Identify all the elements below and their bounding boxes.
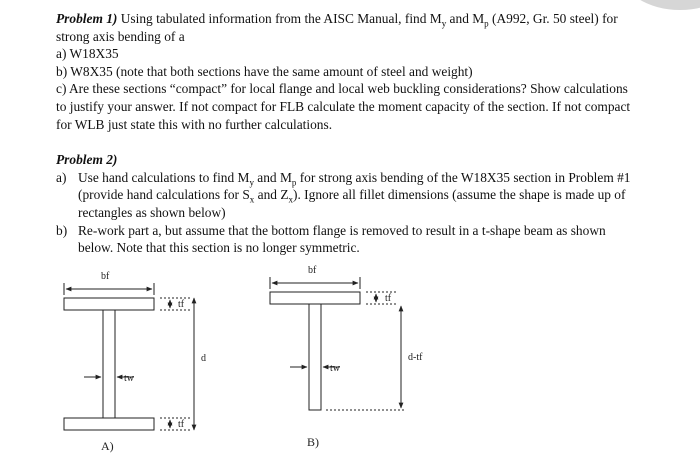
figure-a-d-label: d (201, 353, 206, 364)
figure-b-flange (270, 292, 360, 304)
problem1-item-a: a) W18X35 (56, 46, 119, 62)
sub-x: x (249, 195, 255, 206)
problem1-intro (56, 10, 641, 45)
sub-p: p (484, 18, 489, 29)
problem2-item-b (56, 222, 641, 257)
sub-p: p (291, 177, 297, 188)
problem2-heading: Problem 2) (56, 152, 118, 168)
figure-b-dtf-label: d-tf (408, 352, 423, 363)
problem1-intro-text: Using tabulated information from the AISC Manual, find M (120, 11, 442, 26)
figure-b-tf-label: tf (385, 293, 392, 304)
problem2-item-a (56, 169, 641, 222)
figure-a-i-section (64, 283, 194, 430)
problem1-item-c: c) Are these sections “compact” for local flange and local web buckling considerations? Show calculations to justify your answer. If not compact for FLB calculate the moment capacity of the section. If not compact for WLB just state this with no further calculations. (56, 81, 631, 132)
figure-a-tf-top-label: tf (178, 299, 185, 310)
figure-a-tw-label: tw (124, 373, 134, 384)
problem1-item-b: b) W8X35 (note that both sections have the same amount of steel and weight) (56, 63, 473, 79)
problem2-a-mid3: and Z (254, 187, 289, 203)
sub-y: y (249, 177, 254, 188)
problem2-a-text: Use hand calculations to find M (78, 169, 250, 185)
sub-y: y (441, 18, 447, 29)
figure-b-web (309, 304, 321, 410)
sub-x: x (288, 195, 294, 206)
figure-b-bf-label: bf (308, 265, 317, 276)
page-corner-shadow (620, 0, 700, 10)
figure-a-bottom-flange (64, 418, 154, 430)
figure-b-caption: B) (307, 435, 319, 449)
problem2-item-b-label: b) (56, 222, 68, 238)
figure-a-web (103, 310, 115, 418)
problem2-item-a-label: a) (56, 169, 67, 185)
problem2-a-post: ). Ignore all fillet dimensions (assume the shape is made up of rectangles as shown below) (78, 187, 626, 220)
problem-document (56, 10, 641, 257)
figure-b-tw-label: tw (330, 363, 340, 374)
problem1-intro-post: (A992, Gr. 50 steel) for strong axis bending of a (56, 11, 618, 44)
problem2-b-text: Re-work part a, but assume that the bottom flange is removed to result in a t-shape beam as shown below. Note that this section is no longer symmetric. (78, 222, 606, 256)
figure-a-caption: A) (101, 439, 114, 453)
figure-a-top-flange (64, 298, 154, 310)
problem2-a-mid: and M (253, 169, 292, 185)
problem1-intro-mid: and M (446, 11, 485, 26)
figure-a-bf-label: bf (101, 271, 110, 282)
figure-b-t-section (270, 277, 404, 410)
problem2-a-mid2: for strong axis bending of the W18X35 section in Problem #1 (provide hand calculations for S (78, 169, 631, 203)
figure-a-tf-bottom-label: tf (178, 419, 185, 430)
problem1-heading: Problem 1) (56, 11, 118, 26)
